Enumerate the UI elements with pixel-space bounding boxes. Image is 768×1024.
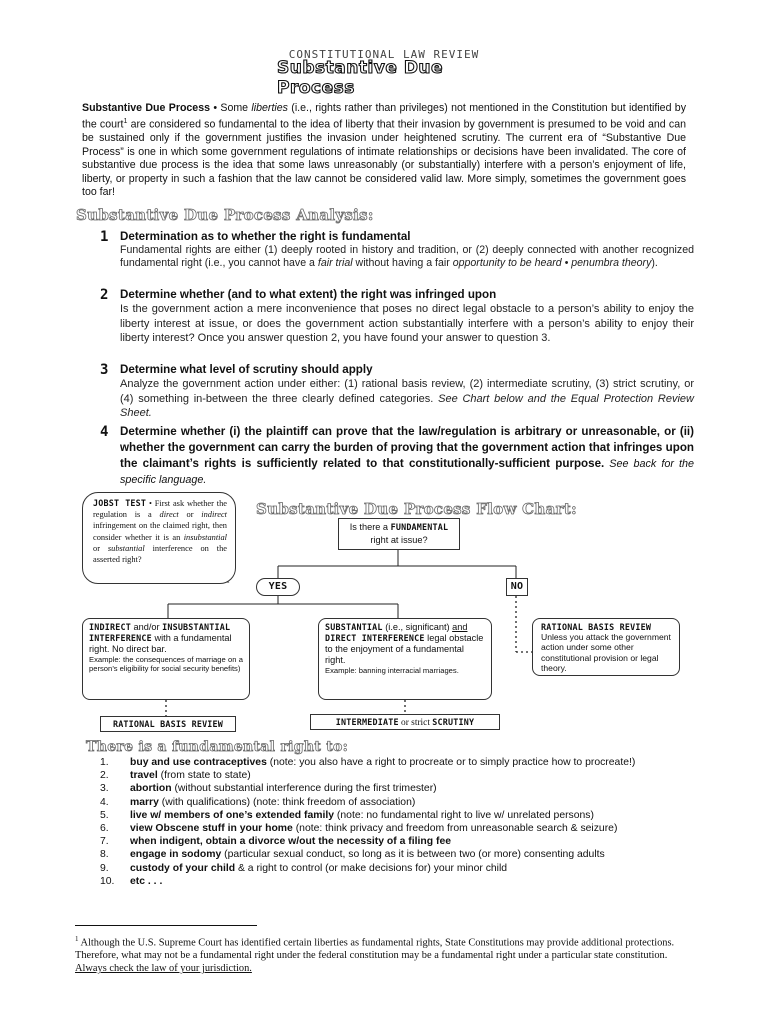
step-description (120, 377, 694, 421)
box-text: legal obstacle to the enjoyment of a fundamental right. (325, 633, 484, 665)
step-description (120, 244, 694, 270)
jobst-label: JOBST TEST (93, 498, 147, 508)
item-number: 9. (100, 862, 109, 874)
hand-label: INSUBSTANTIAL (162, 622, 231, 632)
item-title: etc . . . (130, 875, 163, 887)
item-number: 3. (100, 783, 109, 795)
item-title: marry (130, 796, 159, 808)
step-4 (100, 424, 694, 488)
step-number: 4 (100, 424, 109, 440)
jobst-part: direct (159, 510, 179, 520)
indirect-example: Example: the consequences of marriage on a person’s eligibility for social security benefits) (89, 655, 243, 674)
item-number: 1. (100, 757, 109, 768)
rational-basis-box (532, 618, 680, 676)
item-title: when indigent, obtain a divorce w/out the necessity of a filing fee (130, 836, 451, 848)
step-1 (100, 229, 694, 270)
item-note: (with qualifications) (note: think freedom of association) (158, 796, 416, 808)
hand-label: INTERMEDIATE (335, 717, 399, 727)
hand-label: RATIONAL BASIS REVIEW (541, 622, 652, 632)
footnote-divider (75, 925, 257, 926)
intro-liberties: liberties (251, 102, 288, 114)
yes-branch: YES (256, 578, 300, 596)
step-question: Determine what level of scrutiny should apply (120, 363, 373, 376)
footnote-underlined: Always check the law of your jurisdiction. (75, 963, 252, 975)
item-title: live w/ members of one’s extended family (130, 809, 335, 821)
jobst-test-callout (82, 492, 236, 584)
page-title: Substantive Due Process (277, 58, 444, 98)
jobst-part: or (93, 543, 108, 553)
hand-label: INTERFERENCE (89, 633, 152, 643)
box-text: with a fundamental right. No direct bar. (89, 633, 232, 654)
step-2 (100, 287, 694, 346)
indirect-interference-box (82, 618, 250, 700)
hand-label: INDIRECT (89, 622, 131, 632)
box-text: Unless you attack the government action under some other constitutional provision or legal theory. (541, 632, 671, 674)
item-note: & a right to control (or make decisions for) your minor child (235, 862, 508, 874)
step-desc-part: without having a fair (352, 257, 453, 270)
item-title: buy and use contraceptives (130, 757, 267, 768)
footnote-ref: 1 (123, 118, 128, 126)
item-number: 6. (100, 823, 109, 835)
step-desc-italic: See back for the specific language. (120, 458, 694, 486)
list-item (100, 796, 700, 809)
step-question: Determine whether (and to what extent) the right was infringed upon (120, 288, 497, 301)
step-number: 2 (100, 287, 109, 303)
item-note: (without substantial interference during the first trimester) (171, 783, 437, 795)
item-title: engage in sodomy (130, 849, 222, 861)
step-desc-italic: See Chart below and the Equal Protection Review Sheet. (120, 392, 694, 420)
analysis-heading: Substantive Due Process Analysis: (76, 206, 374, 224)
fundamental-right-question (338, 518, 460, 550)
intro-part1: (i.e., rights rather than privileges) not mentioned in the Constitution but identified by the court (82, 102, 686, 131)
question-hand: FUNDAMENTAL (390, 522, 449, 532)
item-note: (note: you also have a right to procreate or to simply practice how to procreate!) (266, 757, 636, 768)
direct-interference-text (325, 622, 485, 666)
item-title: view Obscene stuff in your home (130, 823, 293, 835)
hand-label: DIRECT INTERFERENCE (325, 633, 425, 643)
item-number: 8. (100, 849, 109, 861)
list-item (100, 809, 700, 822)
footnote-mark: 1 (75, 935, 79, 943)
step-desc-part: ). (651, 257, 658, 270)
item-number: 2. (100, 770, 109, 782)
jobst-test-text (83, 493, 235, 565)
flowchart-heading: Substantive Due Process Flow Chart: (256, 500, 577, 518)
box-text: or strict (398, 718, 433, 728)
step-desc-italic: opportunity to be heard • penumbra theory (452, 257, 652, 270)
no-branch: NO (506, 578, 528, 596)
item-number: 7. (100, 836, 109, 848)
item-number: 5. (100, 809, 109, 821)
indirect-interference-text (89, 622, 243, 655)
jobst-part: insubstantial (183, 532, 227, 542)
step-question (120, 424, 694, 488)
intro-lead: Substantive Due Process (82, 102, 210, 114)
item-title: travel (130, 770, 158, 782)
step-desc-part: Analyze the government action under either: (1) rational basis review, (2) intermediate scrutiny, (3) strict scrutiny, or (4) something in-between the three clearly defined categories. (120, 378, 694, 405)
list-item (100, 769, 700, 782)
rights-heading: There is a fundamental right to: (86, 739, 349, 755)
item-title: abortion (130, 783, 172, 795)
doc-kicker: CONSTITUTIONAL LAW REVIEW (288, 48, 480, 61)
rational-basis-result: RATIONAL BASIS REVIEW (100, 716, 236, 732)
box-text: (i.e., significant) (382, 622, 453, 632)
intro-bullet: • Some (209, 102, 252, 114)
item-note: (from state to state) (157, 770, 251, 782)
item-title: custody of your child (130, 862, 236, 874)
box-text-underlined: and (452, 622, 468, 632)
list-item (100, 756, 700, 769)
jobst-part: interference on the asserted right? (93, 543, 227, 565)
jobst-part: • First ask whether the regulation is a (93, 499, 227, 520)
list-item (100, 835, 700, 848)
list-item (100, 848, 700, 861)
item-number: 4. (100, 796, 109, 808)
heightened-scrutiny-result (310, 714, 500, 730)
footnote (75, 933, 695, 975)
step-desc-italic: fair trial (317, 257, 353, 270)
list-item (100, 782, 700, 795)
step-description: Is the government action a mere inconvenience that poses no direct legal obstacle to a person’s ability to enjoy the liberty interest at issue, or does the government action substantially interfere with a person’s ability to enjoy their liberty interest? Once you answer question 2, you have found your answer to question 3. (120, 303, 694, 345)
item-number: 10. (100, 875, 115, 887)
step-number: 1 (100, 229, 109, 245)
step-question: Determination as to whether the right is fundamental (120, 230, 411, 243)
intro-paragraph (82, 102, 686, 199)
item-note: (particular sexual conduct, so long as it is between two (or more) consenting adults (221, 849, 605, 861)
item-note: (note: think privacy and freedom from unreasonable search & seizure) (292, 823, 618, 835)
step-3 (100, 362, 694, 421)
jobst-part: substantial (107, 543, 145, 553)
step-desc-part: Fundamental rights are either (1) deeply rooted in history and tradition, or (2) deeply connected with another recognized fundamental right (i.e., you cannot have a (120, 244, 694, 270)
step-number: 3 (100, 362, 109, 378)
item-note: (note: no fundamental right to live w/ unrelated persons) (334, 809, 594, 821)
rights-list (100, 756, 700, 888)
footnote-text: Although the U.S. Supreme Court has identified certain liberties as fundamental rights, State Constitutions may provide additional protections. Therefore, what may not be a fundamental right under the federal constitution may be a fundamental right under a particular state constitution. (75, 937, 675, 962)
hand-label: SCRUTINY (432, 717, 475, 727)
box-text: and/or (130, 622, 163, 632)
direct-example: Example: banning interracial marriages. (325, 666, 459, 675)
question-text: right at issue? (370, 535, 428, 545)
list-item (100, 822, 700, 835)
list-item (100, 875, 700, 888)
jobst-part: infringement on the claimed right, then consider whether it is an (93, 521, 227, 542)
question-text: Is there a (349, 522, 391, 532)
step-question-text: Determine whether (i) the plaintiff can prove that the law/regulation is arbitrary or unreasonable, or (ii) whether the government can carry the burden of proving that the government action that infringes upon the claimant’s rights is sufficiently related to that constitutionally-sufficient purpose. (120, 425, 694, 470)
intro-part2: are considered so fundamental to the idea of liberty that their invasion by government is presumed to be void and can be sustained only if the government justifies the invasion under heightened scrutiny. The current era of “Substantive Due Process” is one in which some government regulations of intimate relationships or decisions have been invalidated. The core of substantive due process is the idea that some laws unreasonably (or substantially) interfere with a person’s enjoyment of life, liberty, or property in such a fashion that the law cannot be considered valid law. More simply, sometimes the government goes too far! (82, 118, 686, 198)
direct-interference-box (318, 618, 492, 700)
jobst-part: or (178, 510, 202, 520)
jobst-part: indirect (201, 510, 227, 520)
hand-label: SUBSTANTIAL (325, 622, 383, 632)
list-item (100, 862, 700, 875)
